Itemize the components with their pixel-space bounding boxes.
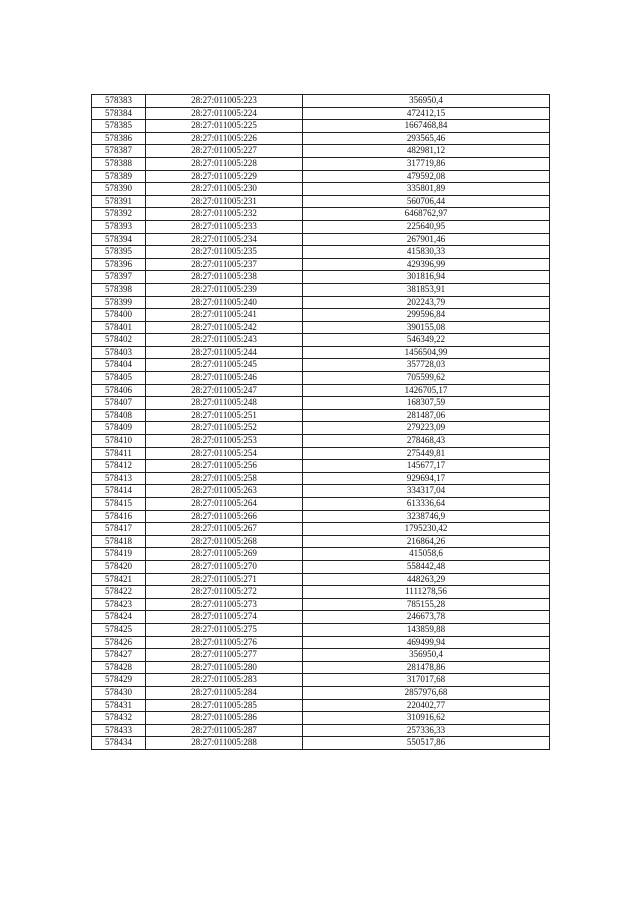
table-row <box>92 573 550 586</box>
value-cell: 143859,88 <box>303 623 550 636</box>
cadastral-number-cell: 28:27:011005:237 <box>146 258 303 271</box>
row-number-cell: 578421 <box>92 573 146 586</box>
row-number-cell: 578394 <box>92 233 146 246</box>
cadastral-number-cell: 28:27:011005:288 <box>146 737 303 750</box>
table-row <box>92 271 550 284</box>
value-cell: 257336,33 <box>303 724 550 737</box>
row-number-cell: 578397 <box>92 271 146 284</box>
table-row <box>92 246 550 259</box>
row-number-cell: 578404 <box>92 359 146 372</box>
cadastral-number-cell: 28:27:011005:275 <box>146 623 303 636</box>
cadastral-number-cell: 28:27:011005:252 <box>146 422 303 435</box>
value-cell: 168307,59 <box>303 397 550 410</box>
row-number-cell: 578401 <box>92 321 146 334</box>
value-cell: 546349,22 <box>303 334 550 347</box>
value-cell: 472412,15 <box>303 107 550 120</box>
table-row <box>92 460 550 473</box>
row-number-cell: 578383 <box>92 95 146 108</box>
table-row <box>92 649 550 662</box>
cadastral-number-cell: 28:27:011005:283 <box>146 674 303 687</box>
row-number-cell: 578389 <box>92 170 146 183</box>
value-cell: 202243,79 <box>303 296 550 309</box>
cadastral-number-cell: 28:27:011005:225 <box>146 120 303 133</box>
row-number-cell: 578393 <box>92 220 146 233</box>
cadastral-number-cell: 28:27:011005:274 <box>146 611 303 624</box>
cadastral-number-cell: 28:27:011005:270 <box>146 560 303 573</box>
value-cell: 415058,6 <box>303 548 550 561</box>
value-cell: 705599,62 <box>303 372 550 385</box>
cadastral-number-cell: 28:27:011005:238 <box>146 271 303 284</box>
table-row <box>92 359 550 372</box>
row-number-cell: 578434 <box>92 737 146 750</box>
value-cell: 356950,4 <box>303 649 550 662</box>
value-cell: 1426705,17 <box>303 384 550 397</box>
row-number-cell: 578407 <box>92 397 146 410</box>
row-number-cell: 578426 <box>92 636 146 649</box>
value-cell: 469499,94 <box>303 636 550 649</box>
row-number-cell: 578415 <box>92 498 146 511</box>
cadastral-number-cell: 28:27:011005:242 <box>146 321 303 334</box>
value-cell: 429396,99 <box>303 258 550 271</box>
cadastral-number-cell: 28:27:011005:276 <box>146 636 303 649</box>
row-number-cell: 578391 <box>92 195 146 208</box>
value-cell: 929694,17 <box>303 472 550 485</box>
value-cell: 390155,08 <box>303 321 550 334</box>
table-row <box>92 737 550 750</box>
value-cell: 448263,29 <box>303 573 550 586</box>
row-number-cell: 578416 <box>92 510 146 523</box>
row-number-cell: 578425 <box>92 623 146 636</box>
row-number-cell: 578396 <box>92 258 146 271</box>
row-number-cell: 578422 <box>92 586 146 599</box>
table-row <box>92 435 550 448</box>
value-cell: 482981,12 <box>303 145 550 158</box>
table-row <box>92 170 550 183</box>
table-row <box>92 712 550 725</box>
value-cell: 3238746,9 <box>303 510 550 523</box>
cadastral-number-cell: 28:27:011005:280 <box>146 661 303 674</box>
value-cell: 560706,44 <box>303 195 550 208</box>
row-number-cell: 578392 <box>92 208 146 221</box>
cadastral-number-cell: 28:27:011005:228 <box>146 157 303 170</box>
value-cell: 216864,26 <box>303 535 550 548</box>
value-cell: 335801,89 <box>303 183 550 196</box>
row-number-cell: 578420 <box>92 560 146 573</box>
value-cell: 279223,09 <box>303 422 550 435</box>
value-cell: 220402,77 <box>303 699 550 712</box>
table-row <box>92 485 550 498</box>
table-row <box>92 598 550 611</box>
value-cell: 381853,91 <box>303 283 550 296</box>
cadastral-number-cell: 28:27:011005:224 <box>146 107 303 120</box>
row-number-cell: 578399 <box>92 296 146 309</box>
cadastral-number-cell: 28:27:011005:227 <box>146 145 303 158</box>
table-row <box>92 510 550 523</box>
value-cell: 550517,86 <box>303 737 550 750</box>
row-number-cell: 578386 <box>92 132 146 145</box>
table-row <box>92 548 550 561</box>
value-cell: 356950,4 <box>303 95 550 108</box>
table-row <box>92 560 550 573</box>
cadastral-number-cell: 28:27:011005:269 <box>146 548 303 561</box>
table-row <box>92 611 550 624</box>
row-number-cell: 578390 <box>92 183 146 196</box>
cadastral-number-cell: 28:27:011005:234 <box>146 233 303 246</box>
value-cell: 267901,46 <box>303 233 550 246</box>
table-row <box>92 132 550 145</box>
cadastral-number-cell: 28:27:011005:266 <box>146 510 303 523</box>
cadastral-number-cell: 28:27:011005:246 <box>146 372 303 385</box>
cadastral-number-cell: 28:27:011005:240 <box>146 296 303 309</box>
cadastral-number-cell: 28:27:011005:223 <box>146 95 303 108</box>
table-row <box>92 208 550 221</box>
value-cell: 310916,62 <box>303 712 550 725</box>
row-number-cell: 578409 <box>92 422 146 435</box>
row-number-cell: 578403 <box>92 346 146 359</box>
value-cell: 415830,33 <box>303 246 550 259</box>
table-body <box>92 95 550 750</box>
cadastral-number-cell: 28:27:011005:287 <box>146 724 303 737</box>
cadastral-number-cell: 28:27:011005:244 <box>146 346 303 359</box>
table-row <box>92 686 550 699</box>
cadastral-number-cell: 28:27:011005:245 <box>146 359 303 372</box>
value-cell: 299596,84 <box>303 309 550 322</box>
table-row <box>92 107 550 120</box>
value-cell: 145677,17 <box>303 460 550 473</box>
table-row <box>92 334 550 347</box>
value-cell: 613336,64 <box>303 498 550 511</box>
cadastral-number-cell: 28:27:011005:268 <box>146 535 303 548</box>
cadastral-number-cell: 28:27:011005:230 <box>146 183 303 196</box>
cadastral-number-cell: 28:27:011005:248 <box>146 397 303 410</box>
row-number-cell: 578398 <box>92 283 146 296</box>
row-number-cell: 578432 <box>92 712 146 725</box>
value-cell: 785155,28 <box>303 598 550 611</box>
table-row <box>92 674 550 687</box>
table-row <box>92 309 550 322</box>
value-cell: 317719,86 <box>303 157 550 170</box>
table-row <box>92 586 550 599</box>
table-row <box>92 422 550 435</box>
row-number-cell: 578385 <box>92 120 146 133</box>
cadastral-value-table <box>91 94 550 750</box>
table-row <box>92 220 550 233</box>
table-row <box>92 157 550 170</box>
value-cell: 479592,08 <box>303 170 550 183</box>
value-cell: 1456504,99 <box>303 346 550 359</box>
table-row <box>92 523 550 536</box>
row-number-cell: 578402 <box>92 334 146 347</box>
row-number-cell: 578429 <box>92 674 146 687</box>
row-number-cell: 578431 <box>92 699 146 712</box>
row-number-cell: 578411 <box>92 447 146 460</box>
cadastral-number-cell: 28:27:011005:272 <box>146 586 303 599</box>
row-number-cell: 578406 <box>92 384 146 397</box>
table-row <box>92 120 550 133</box>
row-number-cell: 578384 <box>92 107 146 120</box>
table-row <box>92 195 550 208</box>
table-row <box>92 535 550 548</box>
value-cell: 2857976,68 <box>303 686 550 699</box>
cadastral-number-cell: 28:27:011005:285 <box>146 699 303 712</box>
cadastral-number-cell: 28:27:011005:264 <box>146 498 303 511</box>
row-number-cell: 578414 <box>92 485 146 498</box>
cadastral-number-cell: 28:27:011005:271 <box>146 573 303 586</box>
row-number-cell: 578419 <box>92 548 146 561</box>
cadastral-number-cell: 28:27:011005:267 <box>146 523 303 536</box>
cadastral-number-cell: 28:27:011005:243 <box>146 334 303 347</box>
table-row <box>92 472 550 485</box>
row-number-cell: 578427 <box>92 649 146 662</box>
row-number-cell: 578428 <box>92 661 146 674</box>
row-number-cell: 578413 <box>92 472 146 485</box>
row-number-cell: 578388 <box>92 157 146 170</box>
cadastral-number-cell: 28:27:011005:251 <box>146 409 303 422</box>
table-row <box>92 498 550 511</box>
table-row <box>92 183 550 196</box>
cadastral-number-cell: 28:27:011005:232 <box>146 208 303 221</box>
table-row <box>92 296 550 309</box>
value-cell: 317017,68 <box>303 674 550 687</box>
table-row <box>92 145 550 158</box>
value-cell: 281478,86 <box>303 661 550 674</box>
row-number-cell: 578418 <box>92 535 146 548</box>
table-row <box>92 346 550 359</box>
table-row <box>92 724 550 737</box>
value-cell: 278468,43 <box>303 435 550 448</box>
table-row <box>92 623 550 636</box>
row-number-cell: 578400 <box>92 309 146 322</box>
table-row <box>92 321 550 334</box>
cadastral-number-cell: 28:27:011005:231 <box>146 195 303 208</box>
cadastral-number-cell: 28:27:011005:258 <box>146 472 303 485</box>
cadastral-number-cell: 28:27:011005:229 <box>146 170 303 183</box>
cadastral-number-cell: 28:27:011005:226 <box>146 132 303 145</box>
value-cell: 1667468,84 <box>303 120 550 133</box>
row-number-cell: 578405 <box>92 372 146 385</box>
table-row <box>92 397 550 410</box>
value-cell: 1111278,56 <box>303 586 550 599</box>
table-row <box>92 258 550 271</box>
cadastral-number-cell: 28:27:011005:254 <box>146 447 303 460</box>
table-row <box>92 447 550 460</box>
row-number-cell: 578417 <box>92 523 146 536</box>
cadastral-number-cell: 28:27:011005:256 <box>146 460 303 473</box>
value-cell: 225640,95 <box>303 220 550 233</box>
value-cell: 246673,78 <box>303 611 550 624</box>
cadastral-number-cell: 28:27:011005:235 <box>146 246 303 259</box>
row-number-cell: 578412 <box>92 460 146 473</box>
cadastral-number-cell: 28:27:011005:241 <box>146 309 303 322</box>
row-number-cell: 578410 <box>92 435 146 448</box>
row-number-cell: 578423 <box>92 598 146 611</box>
table-row <box>92 384 550 397</box>
cadastral-number-cell: 28:27:011005:247 <box>146 384 303 397</box>
cadastral-number-cell: 28:27:011005:253 <box>146 435 303 448</box>
table-row <box>92 409 550 422</box>
value-cell: 357728,03 <box>303 359 550 372</box>
table-row <box>92 699 550 712</box>
row-number-cell: 578433 <box>92 724 146 737</box>
value-cell: 558442,48 <box>303 560 550 573</box>
row-number-cell: 578424 <box>92 611 146 624</box>
value-cell: 301816,94 <box>303 271 550 284</box>
row-number-cell: 578430 <box>92 686 146 699</box>
row-number-cell: 578408 <box>92 409 146 422</box>
value-cell: 1795230,42 <box>303 523 550 536</box>
value-cell: 293565,46 <box>303 132 550 145</box>
cadastral-number-cell: 28:27:011005:286 <box>146 712 303 725</box>
cadastral-number-cell: 28:27:011005:273 <box>146 598 303 611</box>
cadastral-number-cell: 28:27:011005:277 <box>146 649 303 662</box>
cadastral-number-cell: 28:27:011005:233 <box>146 220 303 233</box>
row-number-cell: 578395 <box>92 246 146 259</box>
cadastral-number-cell: 28:27:011005:284 <box>146 686 303 699</box>
value-cell: 281487,06 <box>303 409 550 422</box>
value-cell: 334317,04 <box>303 485 550 498</box>
value-cell: 6468762,97 <box>303 208 550 221</box>
table-row <box>92 95 550 108</box>
value-cell: 275449,81 <box>303 447 550 460</box>
cadastral-number-cell: 28:27:011005:263 <box>146 485 303 498</box>
table-row <box>92 372 550 385</box>
table-row <box>92 636 550 649</box>
table-row <box>92 661 550 674</box>
table-row <box>92 283 550 296</box>
cadastral-number-cell: 28:27:011005:239 <box>146 283 303 296</box>
table-row <box>92 233 550 246</box>
row-number-cell: 578387 <box>92 145 146 158</box>
